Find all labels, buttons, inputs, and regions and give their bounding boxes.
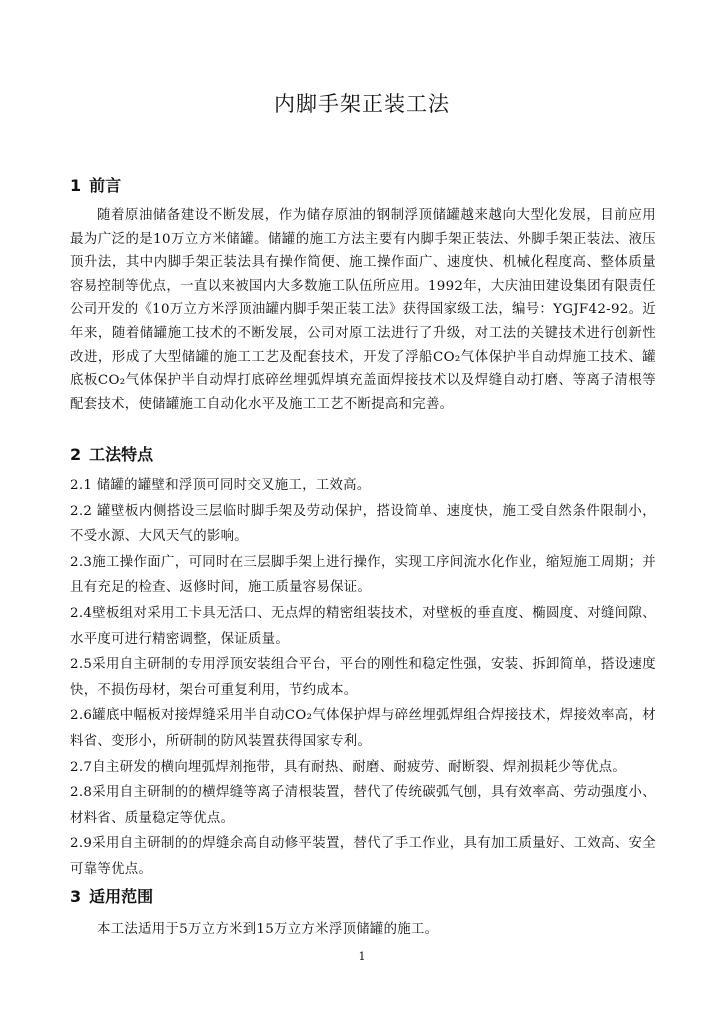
section-3-paragraph: 本工法适用于5万立方米到15万立方米浮顶储罐的施工。 <box>97 922 439 937</box>
section-heading-3 <box>70 884 153 907</box>
document-title: 内脚手架正装工法 <box>274 92 450 116</box>
section-title: 前言 <box>89 176 122 195</box>
list-item: 2.8采用自主研制的的横焊缝等离子清根装置，替代了传统碳弧气刨，具有效率高、劳动强度小、材料省、质量稳定等优点。 <box>70 785 656 826</box>
section-heading-1 <box>70 173 121 196</box>
section-number: 1 <box>70 176 82 195</box>
list-item: 2.7自主研发的横向埋弧焊剂拖带，具有耐热、耐磨、耐疲劳、耐断裂、焊剂损耗少等优点。 <box>70 759 627 775</box>
list-item: 2.5采用自主研制的专用浮顶安装组合平台，平台的刚性和稳定性强，安装、拆卸简单，搭设速度快，不损伤母材，架台可重复利用，节约成本。 <box>70 657 656 698</box>
list-item: 2.1 储罐的罐壁和浮顶可同时交叉施工，工效高。 <box>70 478 371 493</box>
list-item: 2.3施工操作面广，可同时在三层脚手架上进行操作，实现工序间流水化作业，缩短施工周期；并且有充足的检查、返修时间，施工质量容易保证。 <box>70 554 656 596</box>
section-number: 2 <box>70 445 82 464</box>
page-number: 1 <box>358 950 366 963</box>
section-number: 3 <box>70 887 82 906</box>
section-2-list <box>70 473 656 883</box>
list-item: 2.9采用自主研制的的焊缝余高自动修平装置，替代了手工作业，具有加工质量好、工效高、安全可靠等优点。 <box>70 836 656 877</box>
section-title: 工法特点 <box>89 445 154 464</box>
list-item: 2.6罐底中幅板对接焊缝采用半自动CO₂气体保护焊与碎丝埋弧焊组合焊接技术，焊接效率高，材料省、变形小，所研制的防风装置获得国家专利。 <box>70 708 656 749</box>
list-item: 2.4壁板组对采用工卡具无活口、无点焊的精密组装技术，对壁板的垂直度、椭圆度、对缝间隙、水平度可进行精密调整，保证质量。 <box>70 605 656 647</box>
list-item: 2.2 罐壁板内侧搭设三层临时脚手架及劳动保护，搭设简单、速度快，施工受自然条件限制小，不受水源、大风天气的影响。 <box>70 503 656 545</box>
section-1-paragraph: 随着原油储备建设不断发展，作为储存原油的钢制浮顶储罐越来越向大型化发展，目前应用最为广泛的是10万立方米储罐。储罐的施工方法主要有内脚手架正装法、外脚手架正装法、液压顶升法，其中内脚手架正装法具有操作简便、施工操作面广、速度快、机械化程度高、整体质量容易控制等优点，一直以来被国内大多数施工队伍所应用。1992年，大庆油田建设集团有限责任公司开发的《10万立方米浮顶油罐内脚手架正装工法》获得国家级工法，编号：YGJF42-92。近年来，随着储罐施工技术的不断发展，公司对原工法进行了升级，对工法的关键技术进行创新性改进，形成了大型储罐的施工工艺及配套技术，开发了浮船CO₂气体保护半自动焊施工技术、罐底板CO₂气体保护半自动焊打底碎丝埋弧焊填充盖面焊接技术以及焊缝自动打磨、等离子清根等配套技术，使储罐施工自动化水平及施工工艺不断提高和完善。 <box>70 208 656 412</box>
section-heading-2 <box>70 442 153 465</box>
section-title: 适用范围 <box>89 887 154 906</box>
